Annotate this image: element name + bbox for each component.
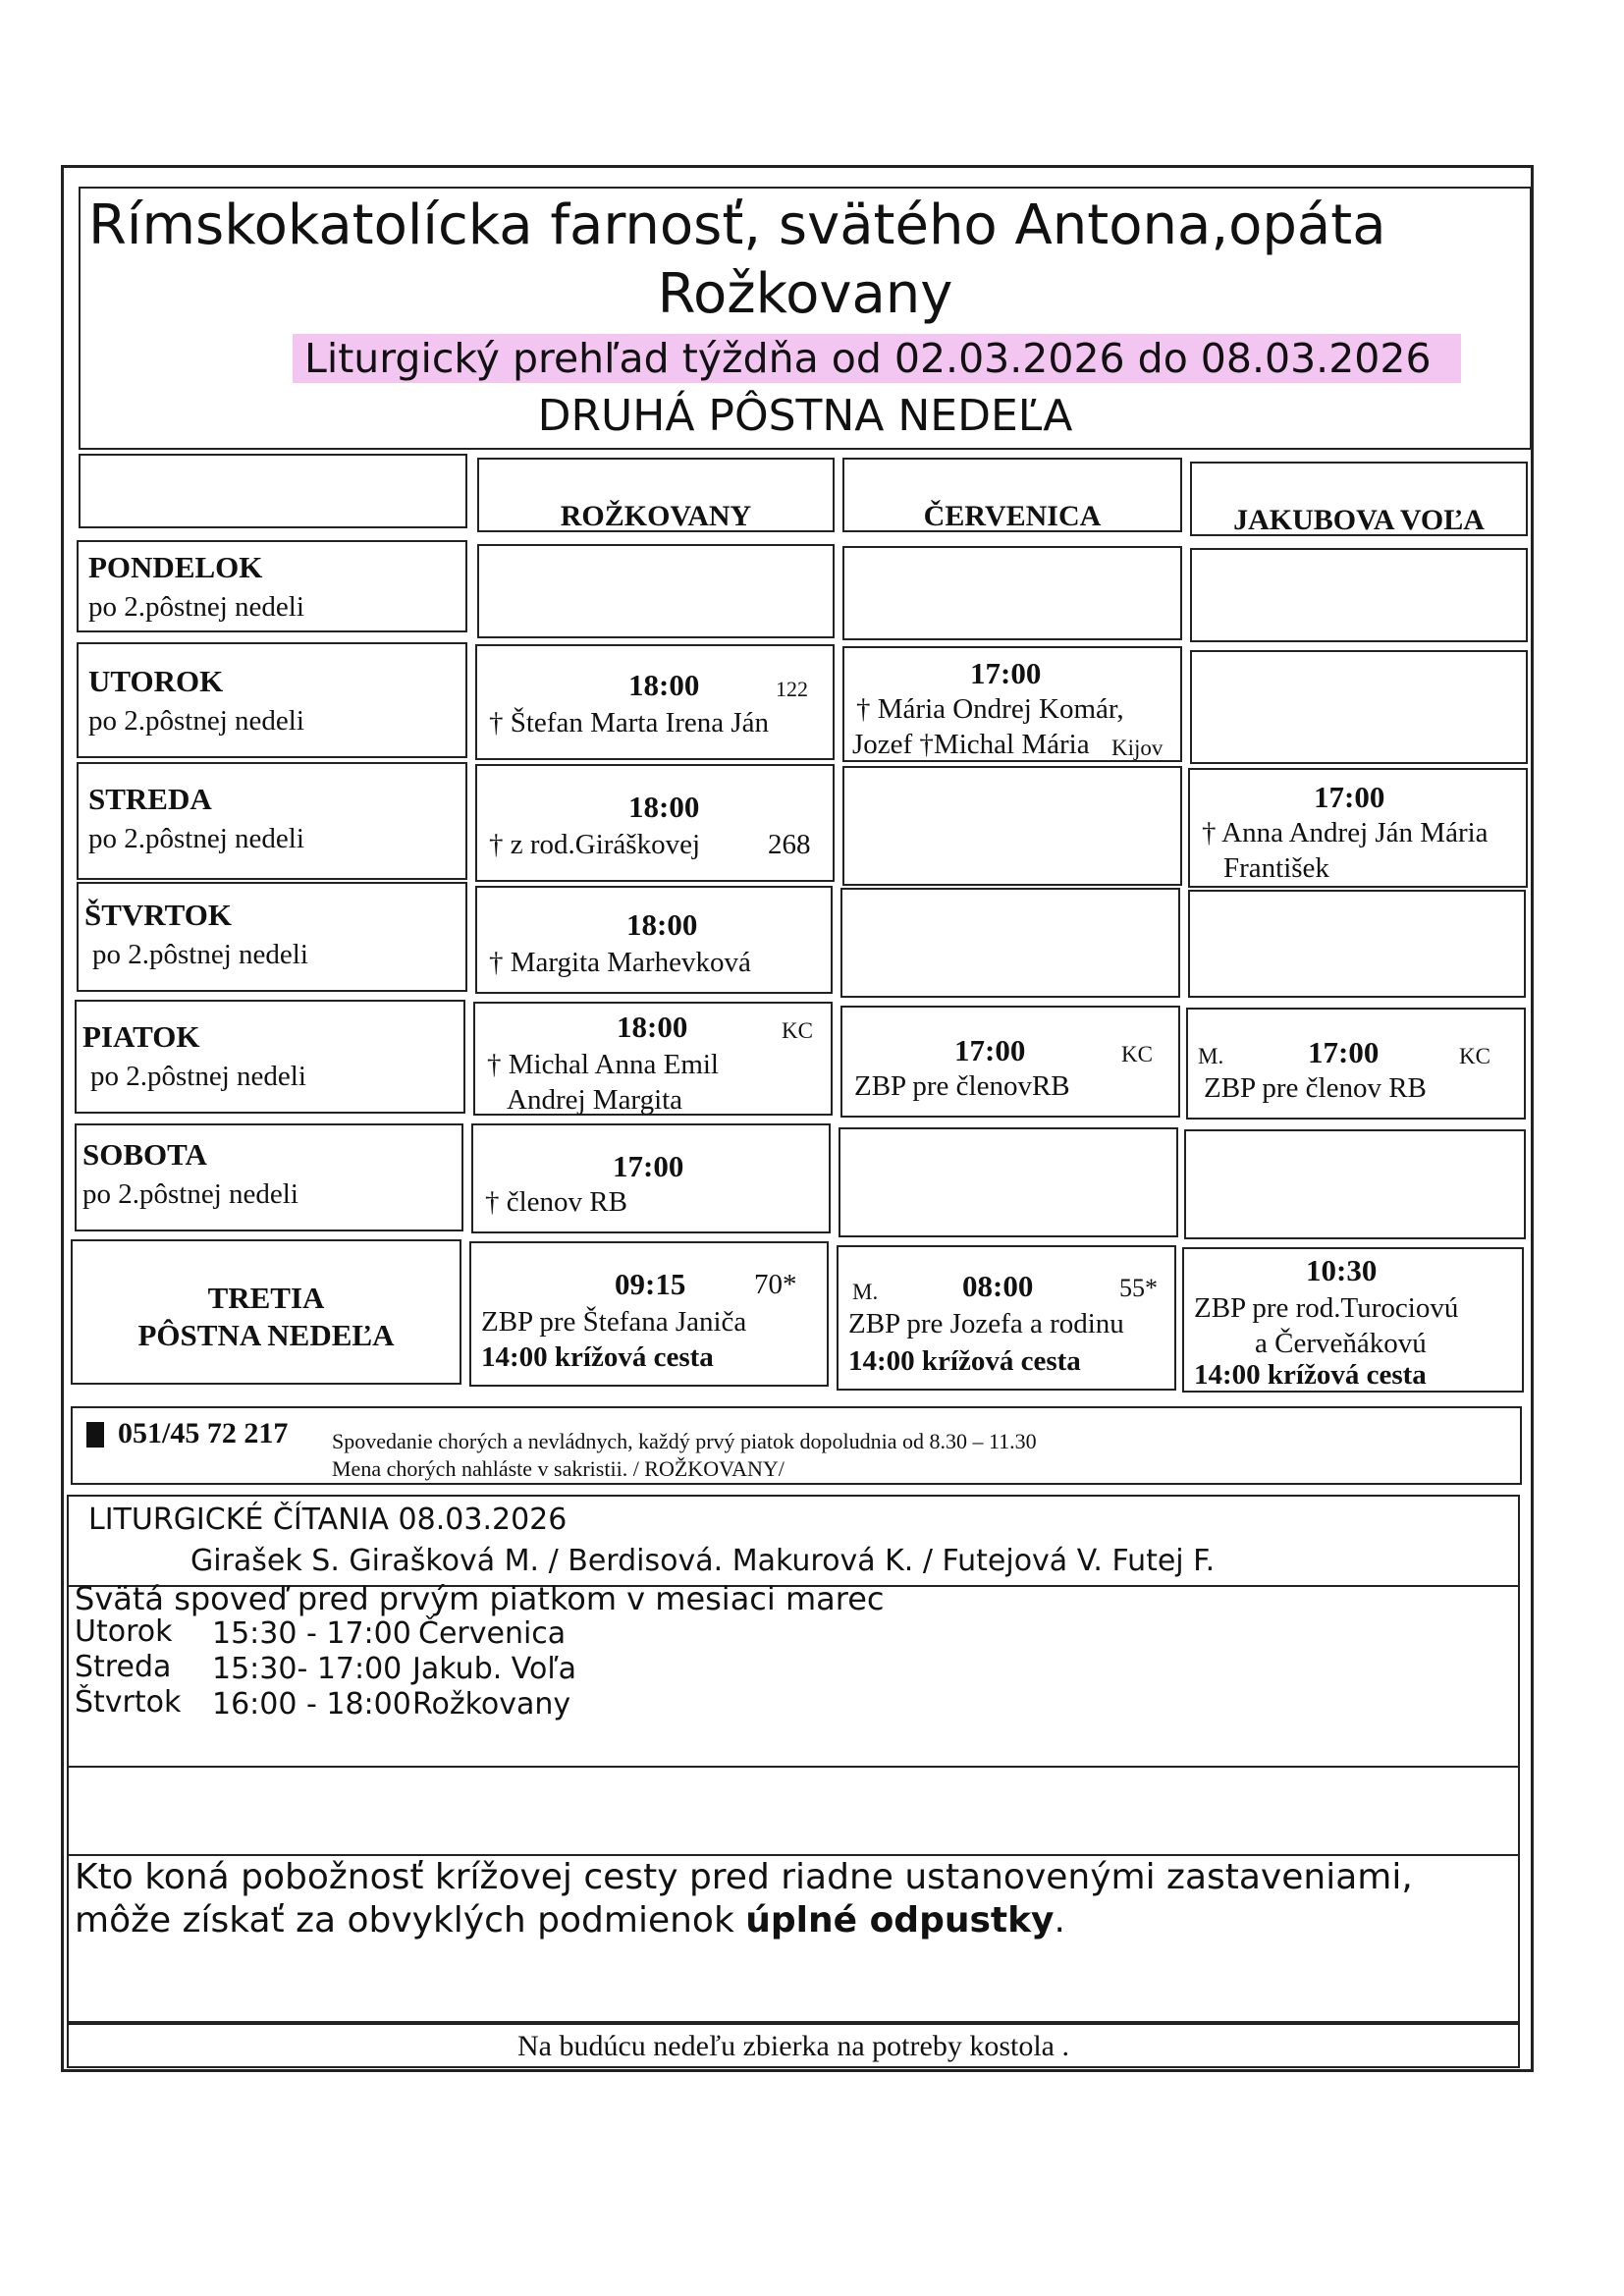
cell-sunday-rozkovany xyxy=(469,1241,829,1387)
day-subtitle: po 2.pôstnej nedeli xyxy=(88,705,304,737)
day-name: PIATOK xyxy=(82,1019,200,1054)
mass-intention: ZBP pre Štefana Janiča xyxy=(481,1306,747,1338)
day-cell-wednesday xyxy=(77,762,467,880)
mass-tag: KC xyxy=(1121,1042,1153,1066)
day-subtitle: po 2.pôstnej nedeli xyxy=(92,939,308,970)
day-cell-monday xyxy=(77,540,467,632)
day-name-line2: PÔSTNA NEDEĽA xyxy=(137,1318,395,1352)
column-label: JAKUBOVA VOĽA xyxy=(1233,504,1485,536)
mass-intention-line1: † Anna Andrej Ján Mária xyxy=(1202,817,1489,848)
cell-thursday-cervenica xyxy=(840,888,1180,998)
day-subtitle: po 2.pôstnej nedeli xyxy=(88,823,304,854)
mass-prefix: M. xyxy=(852,1280,879,1304)
mass-intention-line2: Jozef †Michal Mária xyxy=(852,729,1090,760)
indulgence-emphasis: úplné odpustky xyxy=(745,1900,1055,1941)
mass-time: 18:00 xyxy=(628,790,700,824)
readings-title: LITURGICKÉ ČÍTANIA 08.03.2026 xyxy=(88,1503,568,1537)
mass-number: 55* xyxy=(1119,1274,1158,1302)
cell-saturday-jakubova-vola xyxy=(1184,1129,1526,1239)
sunday-title: DRUHÁ PÔSTNA NEDEĽA xyxy=(537,391,1073,441)
column-label: ČERVENICA xyxy=(923,500,1102,532)
cell-friday-rozkovany xyxy=(473,1002,833,1116)
cell-tuesday-rozkovany xyxy=(475,644,835,760)
cell-saturday-rozkovany xyxy=(471,1123,831,1233)
day-name: SOBOTA xyxy=(82,1137,207,1172)
indulgence-line2 xyxy=(75,1899,1065,1942)
column-header-jakubova-vola xyxy=(1190,462,1528,536)
phone-icon xyxy=(86,1422,104,1448)
stations-of-cross-time: 14:00 krížová cesta xyxy=(481,1341,714,1373)
mass-time: 17:00 xyxy=(970,656,1042,690)
footer-note: Na budúcu nedeľu zbierka na potreby kostola . xyxy=(516,2030,1069,2062)
confession-day: Streda xyxy=(75,1650,172,1684)
mass-time: 17:00 xyxy=(613,1149,684,1183)
mass-time: 18:00 xyxy=(628,668,700,702)
mass-tag: KC xyxy=(782,1018,813,1043)
cell-wednesday-cervenica xyxy=(842,766,1182,886)
mass-intention: † Štefan Marta Irena Ján xyxy=(489,707,770,738)
phone-number: 051/45 72 217 xyxy=(118,1417,289,1449)
mass-intention: ZBP pre Jozefa a rodinu xyxy=(848,1308,1124,1339)
day-name-line1: TRETIA xyxy=(207,1281,325,1315)
confession-time: 16:00 - 18:00 xyxy=(212,1687,411,1722)
readings-readers: Girašek S. Girašková M. / Berdisová. Makurová K. / Futejová V. Futej F. xyxy=(190,1544,1216,1578)
day-name: PONDELOK xyxy=(88,550,263,584)
mass-intention-line1: ZBP pre rod.Turociovú xyxy=(1194,1292,1459,1324)
day-name: STREDA xyxy=(88,782,212,816)
mass-intention-line1: † Michal Anna Emil xyxy=(487,1049,719,1080)
mass-tag: KC xyxy=(1459,1044,1490,1068)
cell-friday-cervenica xyxy=(840,1006,1180,1118)
cell-saturday-cervenica xyxy=(839,1127,1178,1237)
cell-wednesday-jakubova-vola xyxy=(1188,768,1528,888)
day-cell-friday xyxy=(75,1000,465,1114)
cell-tuesday-jakubova-vola xyxy=(1190,650,1528,764)
mass-time: 17:00 xyxy=(1314,780,1385,814)
day-name: ŠTVRTOK xyxy=(84,898,232,932)
mass-intention-line2: a Červeňákovú xyxy=(1255,1328,1427,1359)
column-header-cervenica xyxy=(842,458,1182,532)
cell-wednesday-rozkovany xyxy=(475,764,835,882)
cell-friday-jakubova-vola xyxy=(1186,1008,1526,1120)
day-cell-sunday xyxy=(71,1239,461,1385)
mass-number: 70* xyxy=(754,1269,797,1300)
confession-time: 15:30- 17:00 xyxy=(212,1652,403,1686)
mass-time: 17:00 xyxy=(1308,1035,1380,1069)
cell-thursday-jakubova-vola xyxy=(1188,890,1526,998)
day-name: UTOROK xyxy=(88,664,224,698)
confession-day: Štvrtok xyxy=(75,1685,182,1720)
mass-intention-line2: František xyxy=(1223,852,1329,884)
day-subtitle: po 2.pôstnej nedeli xyxy=(88,591,304,623)
week-range: Liturgický prehľad týždňa od 02.03.2026 do 08.03.2026 xyxy=(293,334,1461,383)
mass-tag: Kijov xyxy=(1111,736,1164,760)
mass-time: 17:00 xyxy=(954,1033,1026,1067)
confession-time: 15:30 - 17:00 xyxy=(212,1616,411,1651)
column-label: ROŽKOVANY xyxy=(560,500,752,532)
mass-prefix: M. xyxy=(1198,1044,1224,1068)
indulgence-text: môže získať za obvyklých podmienok xyxy=(75,1900,746,1941)
empty-notice-box xyxy=(67,1768,1520,1856)
mass-time: 08:00 xyxy=(962,1269,1034,1303)
mass-intention-line2: Andrej Margita xyxy=(507,1084,683,1116)
mass-intention: ZBP pre členov RB xyxy=(1204,1072,1427,1104)
confession-title: Svätá spoveď pred prvým piatkom v mesiaci marec xyxy=(75,1580,885,1617)
mass-time: 10:30 xyxy=(1306,1253,1378,1287)
cell-thursday-rozkovany xyxy=(475,886,833,994)
parish-subtitle: Rožkovany xyxy=(657,262,953,326)
day-cell-saturday xyxy=(75,1123,463,1231)
sick-names-note: Mena chorých nahláste v sakristii. / ROŽKOVANY/ xyxy=(332,1456,785,1481)
mass-intention-line1: † Mária Ondrej Komár, xyxy=(856,693,1124,725)
mass-intention: † Margita Marhevková xyxy=(489,947,751,978)
table-corner-cell xyxy=(79,454,467,528)
mass-intention: ZBP pre členovRB xyxy=(854,1070,1070,1102)
indulgence-line1: Kto koná pobožnosť krížovej cesty pred riadne ustanovenými zastaveniami, xyxy=(75,1857,1413,1897)
mass-number: 122 xyxy=(776,677,808,701)
mass-time: 18:00 xyxy=(617,1010,688,1044)
stations-of-cross-time: 14:00 krížová cesta xyxy=(848,1345,1081,1377)
day-subtitle: po 2.pôstnej nedeli xyxy=(82,1178,298,1210)
day-cell-thursday xyxy=(77,882,467,992)
mass-intention: † z rod.Giráškovej xyxy=(489,829,701,860)
confession-place: Červenica xyxy=(418,1616,567,1651)
column-header-rozkovany xyxy=(477,458,835,532)
mass-time: 18:00 xyxy=(626,907,698,942)
cell-tuesday-cervenica xyxy=(842,646,1182,762)
stations-of-cross-time: 14:00 krížová cesta xyxy=(1194,1359,1427,1391)
confession-place: Rožkovany xyxy=(412,1687,571,1722)
confession-place: Jakub. Voľa xyxy=(412,1652,576,1686)
mass-intention: † členov RB xyxy=(485,1186,627,1218)
confession-day: Utorok xyxy=(75,1614,173,1649)
contact-box xyxy=(71,1406,1522,1485)
mass-time: 09:15 xyxy=(615,1267,686,1301)
cell-sunday-jakubova-vola xyxy=(1182,1247,1524,1393)
day-subtitle: po 2.pôstnej nedeli xyxy=(90,1061,306,1092)
indulgence-end: . xyxy=(1054,1900,1065,1941)
day-cell-tuesday xyxy=(77,642,467,758)
cell-monday-cervenica xyxy=(842,546,1182,640)
parish-title: Rímskokatolícka farnosť, svätého Antona,opáta xyxy=(88,193,1386,257)
sick-confession-note: Spovedanie chorých a nevládnych, každý prvý piatok dopoludnia od 8.30 – 11.30 xyxy=(332,1429,1037,1453)
cell-monday-rozkovany xyxy=(477,544,835,638)
mass-number: 268 xyxy=(768,829,811,860)
cell-sunday-cervenica xyxy=(837,1245,1176,1391)
cell-monday-jakubova-vola xyxy=(1190,548,1528,642)
